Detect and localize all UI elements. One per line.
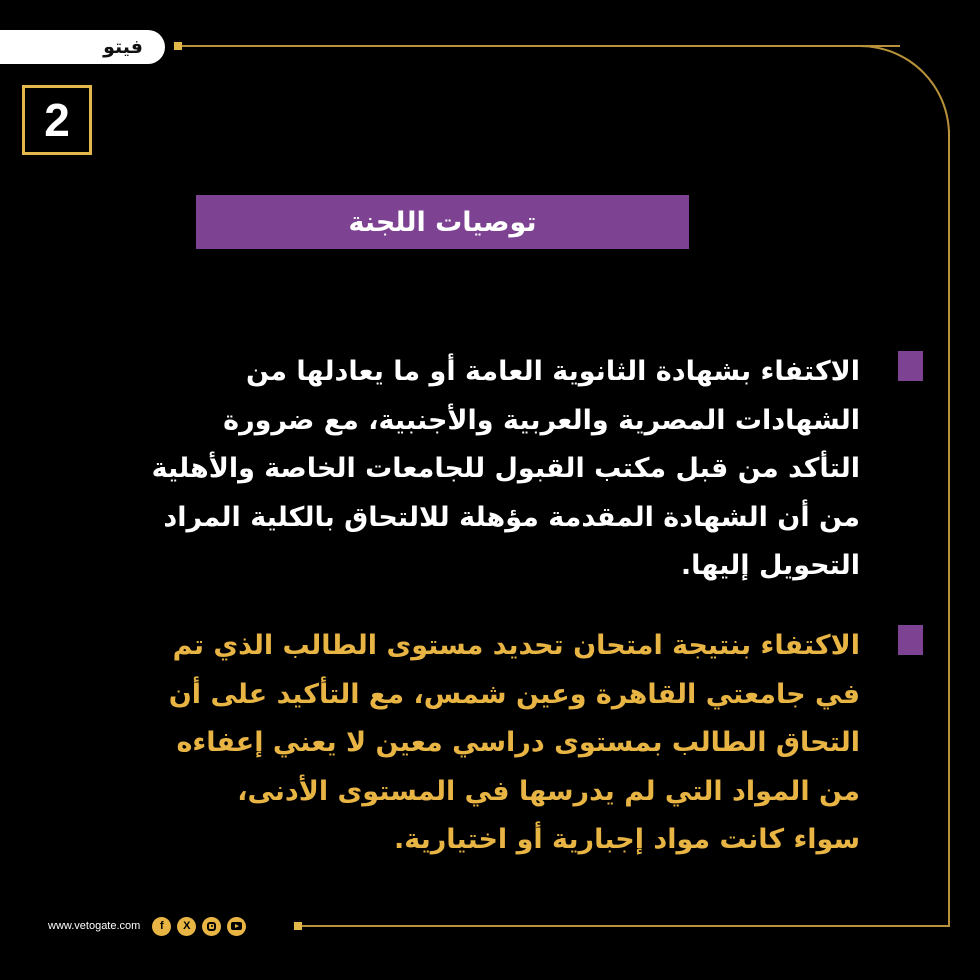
logo-text: فيتو: [103, 36, 143, 58]
website-url[interactable]: www.vetogate.com: [48, 920, 141, 932]
youtube-icon[interactable]: [227, 917, 246, 936]
instagram-glyph: [207, 922, 216, 931]
bullet-2-line: سواء كانت مواد إجبارية أو اختيارية.: [393, 824, 860, 855]
bullet-2-line: من المواد التي لم يدرسها في المستوى الأدنى،: [237, 775, 860, 807]
frame-corner-curve: [860, 45, 950, 135]
bullet-1-line: الشهادات المصرية والعربية والأجنبية، مع ضرورة: [223, 404, 860, 436]
bullet-marker-2: [898, 625, 923, 655]
bullet-2-line: في جامعتي القاهرة وعين شمس، مع التأكيد على أن: [168, 678, 860, 710]
bullet-text-2: [169, 622, 860, 865]
bullet-1-line: التأكد من قبل مكتب القبول للجامعات الخاصة والأهلية: [151, 453, 860, 484]
instagram-icon[interactable]: [202, 917, 221, 936]
frame-right-line: [948, 130, 950, 925]
bullet-1-line: التحويل إليها.: [680, 550, 860, 581]
frame-top-dot: [174, 42, 182, 50]
section-title-banner: [196, 195, 689, 249]
facebook-icon[interactable]: f: [152, 917, 171, 936]
bullet-text-1: [152, 348, 860, 591]
logo: [0, 30, 165, 64]
footer: [48, 913, 246, 939]
bullet-marker-1: [898, 351, 923, 381]
x-icon[interactable]: X: [177, 917, 196, 936]
page-number-box: [22, 85, 92, 155]
frame-top-line: [180, 45, 900, 47]
youtube-glyph: [231, 922, 242, 930]
frame-bottom-line: [300, 925, 950, 927]
bullet-2-line: التحاق الطالب بمستوى دراسي معين لا يعني إعفاءه: [176, 727, 860, 758]
frame-bottom-dot: [294, 922, 302, 930]
bullet-1-line: الاكتفاء بشهادة الثانوية العامة أو ما يعادلها من: [246, 356, 860, 387]
section-title: توصيات اللجنة: [348, 206, 537, 238]
bullet-2-line: الاكتفاء بنتيجة امتحان تحديد مستوى الطالب الذي تم: [172, 630, 860, 661]
bullet-1-line: من أن الشهادة المقدمة مؤهلة للالتحاق بالكلية المراد: [163, 501, 860, 533]
page-number: 2: [44, 94, 70, 146]
